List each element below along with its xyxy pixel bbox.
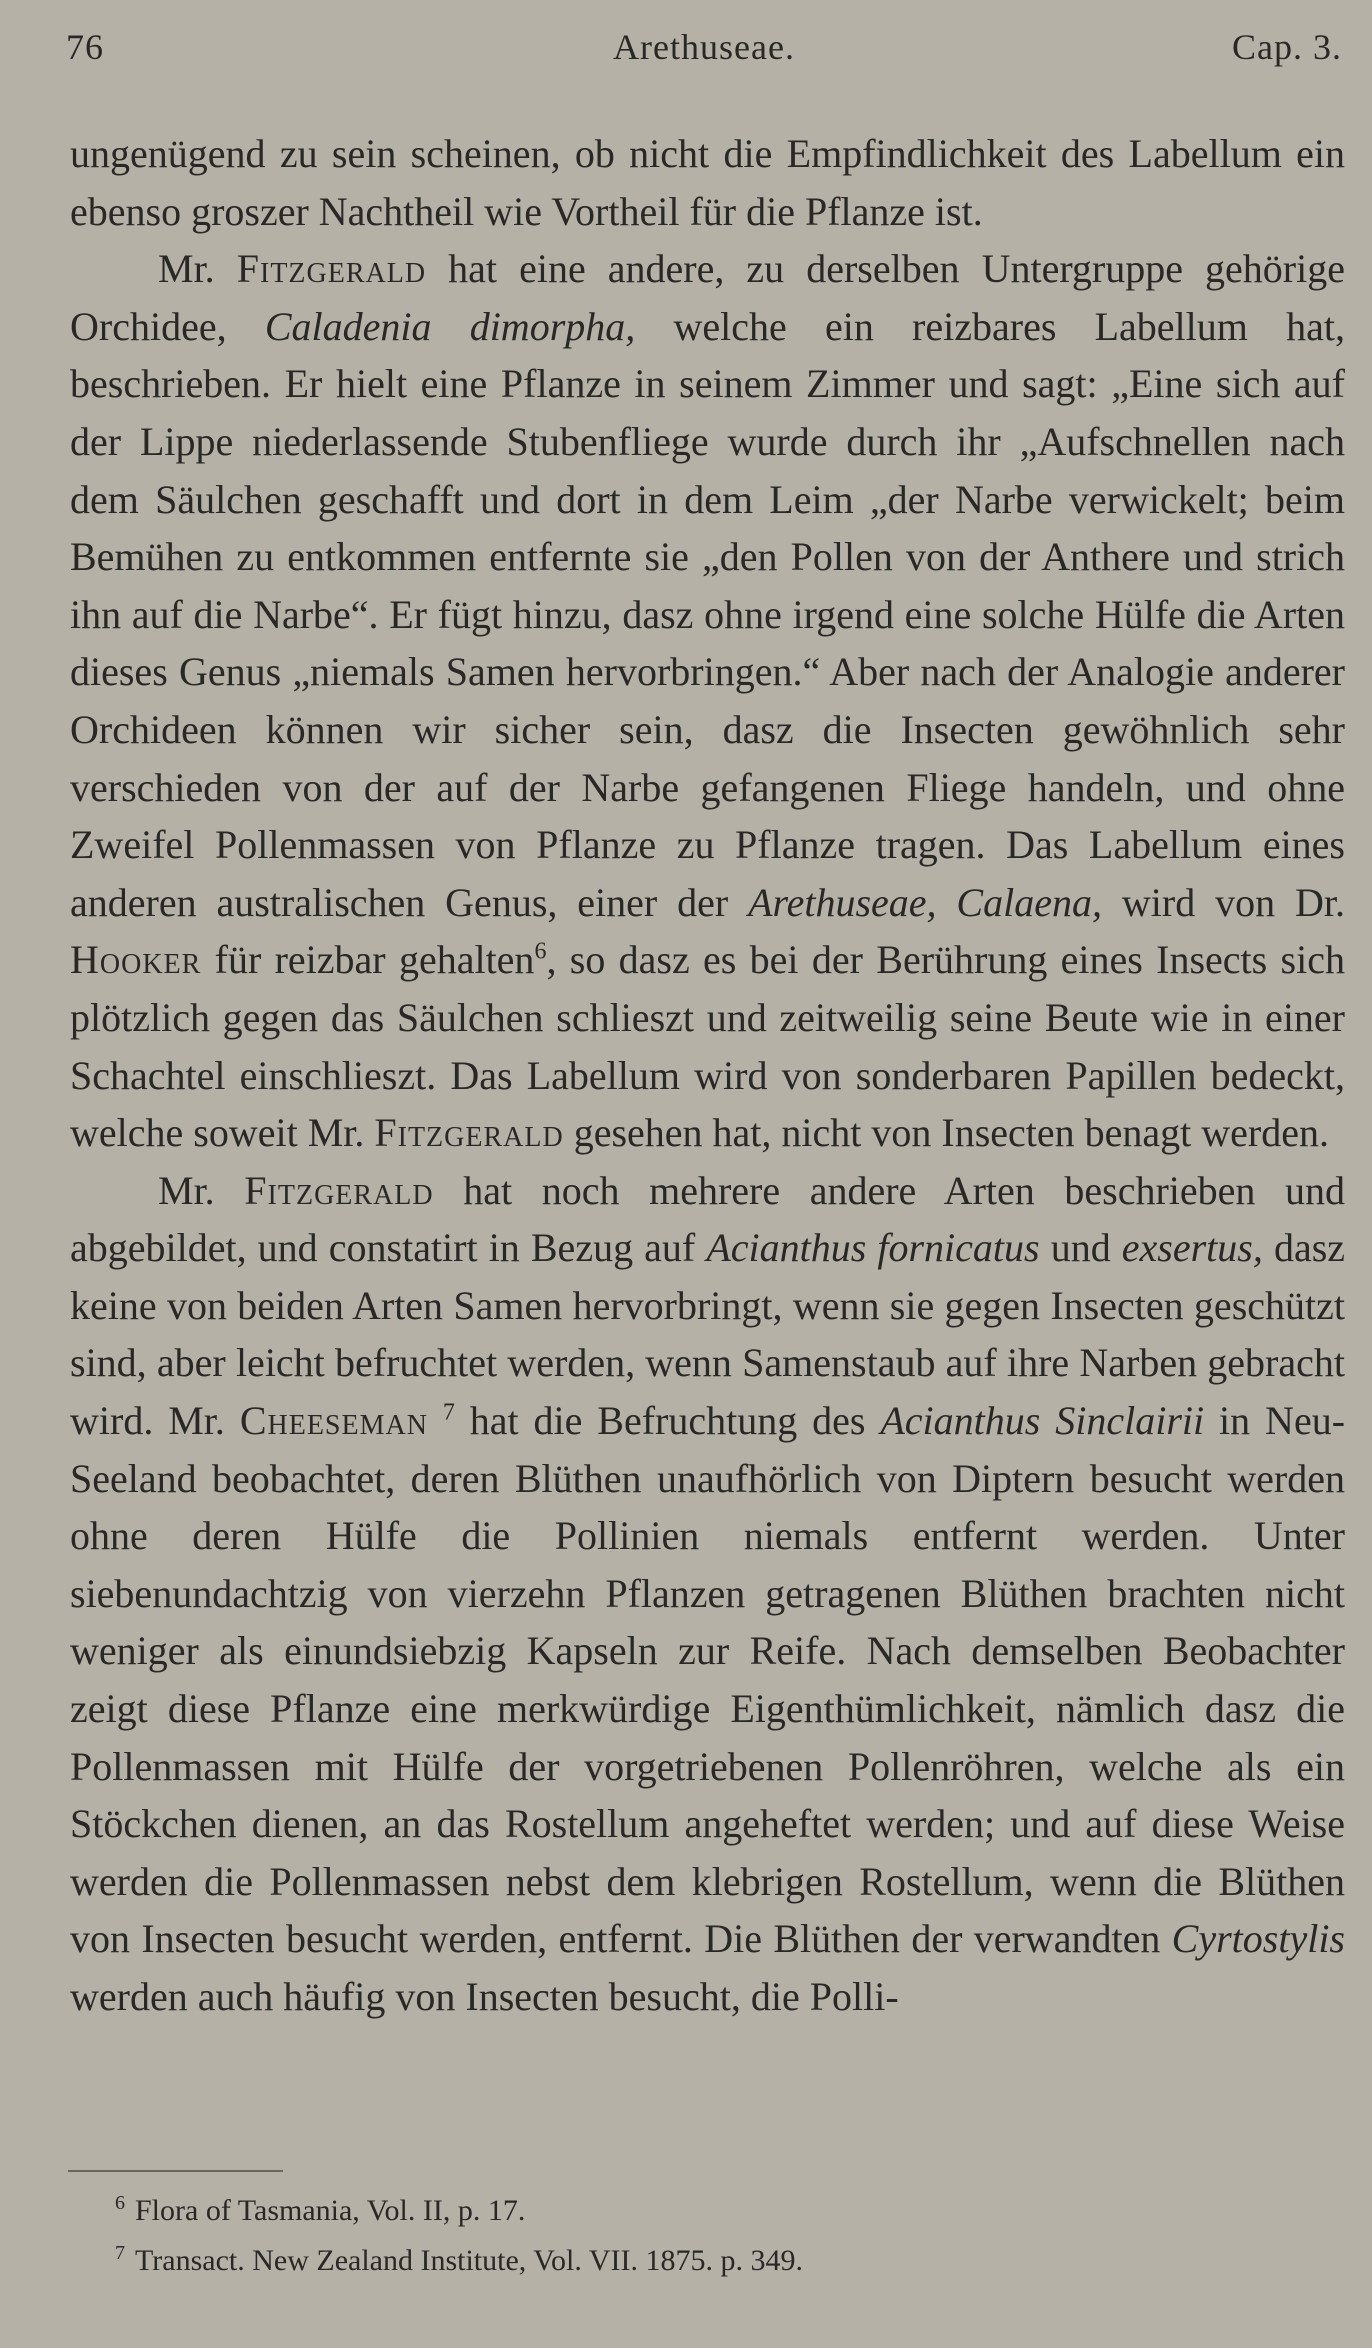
italic-text: Caladenia dimorpha, <box>264 303 636 349</box>
footnote <box>115 2186 1332 2236</box>
author-name: Fitzgerald <box>374 1110 564 1156</box>
text-run: gesehen hat, nicht von Insecten benagt werden. <box>563 1110 1329 1156</box>
footnote-marker: 6 <box>115 2192 125 2214</box>
footnotes <box>115 2186 1332 2286</box>
paragraph <box>70 240 1345 1162</box>
text-run: hat eine andere, zu derselben Untergruppe gehörige Orchidee, <box>70 246 1345 349</box>
text-run: Mr. <box>158 1167 245 1213</box>
paragraph <box>70 125 1345 240</box>
paragraph <box>70 1162 1345 2026</box>
italic-text: Cyrtostylis <box>1171 1916 1345 1962</box>
chapter-label: Cap. 3. <box>1232 27 1342 67</box>
text-run: wird von Dr. <box>1101 879 1345 925</box>
text-run: Mr. <box>158 246 237 292</box>
footnote-divider <box>68 2170 283 2172</box>
author-name: Hooker <box>70 937 202 983</box>
text-run: in Neu-Seeland beobachtet, deren Blüthen unaufhörlich von Diptern besucht werden ohne deren Hülfe die Pollinien niemals entfernt werden. Unter siebenundachtzig von vierzehn Pflanzen getragenen Blüthen brachten nicht weniger als einundsiebzig Kapseln zur Reife. Nach demselben Beobachter zeigt diese Pflanze eine merkwürdige Eigenthümlichkeit, nämlich dasz die Pollenmassen mit Hülfe der vorgetriebenen Pollenröhren, welche als ein Stöckchen dienen, an das Rostellum angeheftet werden; und auf diese Weise werden die Pollenmassen nebst dem klebrigen Rostellum, wenn die Blüthen von Insecten besucht werden, entfernt. Die Blüthen der verwandten <box>70 1398 1346 1962</box>
page-header <box>66 26 1342 86</box>
footnote-marker: 7 <box>115 2242 125 2264</box>
footnote-reference: 7 <box>442 1399 455 1426</box>
italic-text: exsertus, <box>1121 1225 1263 1271</box>
text-run: hat die Befruchtung des <box>454 1398 881 1444</box>
italic-text: Acianthus Sinclairii <box>880 1398 1205 1444</box>
text-run: welche ein reizbares Labellum hat, beschrieben. Er hielt eine Pflanze in seinem Zimmer und sagt: „Eine sich auf der Lippe niederlassende Stubenfliege wurde durch ihr „Aufschnellen nach dem Säulchen geschafft und dort in dem Leim „der Narbe verwickelt; beim Bemühen zu entkommen entfernte sie „den Pollen von der Anthere und strich ihn auf die Narbe“. Er fügt hinzu, dasz ohne irgend eine solche Hülfe die Arten dieses Genus „niemals Samen hervorbringen.“ Aber nach der Analogie anderer Orchideen können wir sicher sein, dasz die Insecten gewöhnlich sehr verschieden von der auf der Narbe gefangenen Fliege handeln, und ohne Zweifel Pollenmassen von Pflanze zu Pflanze tragen. Das Labellum eines anderen australischen Genus, einer der <box>70 303 1345 925</box>
page-number: 76 <box>66 27 104 67</box>
text-run: , so dasz es bei der Berührung eines Insects sich plötzlich gegen das Säulchen schlieszt und zeitweilig seine Beute wie in einer Schachtel einschlieszt. Das Labellum wird von sonderbaren Papillen bedeckt, welche soweit Mr. <box>70 937 1345 1156</box>
author-name: Fitzgerald <box>236 246 427 292</box>
footnote-text: Flora of Tasmania, Vol. II, p. 17. <box>135 2194 526 2227</box>
text-run: ungenügend zu sein scheinen, ob nicht die Empfindlichkeit des Labellum ein ebenso groszer Nachtheil wie Vortheil für die Pflanze ist. <box>70 131 1345 234</box>
text-run: werden auch häufig von Insecten besucht, die Polli- <box>70 1974 899 2019</box>
text-run: hat noch mehrere andere Arten beschrieben und abgebildet, und constatirt in Bezug auf <box>70 1167 1345 1271</box>
footnote-reference: 6 <box>534 938 547 965</box>
body-text <box>70 125 1345 2026</box>
italic-text: Arethuseae, Calaena, <box>748 879 1102 925</box>
text-run: dasz keine von beiden Arten Samen hervorbringt, wenn sie gegen Insecten geschützt sind, aber leicht befruchtet werden, wenn Samenstaub auf ihre Narben gebracht wird. Mr. <box>70 1225 1346 1444</box>
footnote-text: Transact. New Zealand Institute, Vol. VII. 1875. p. 349. <box>135 2244 803 2277</box>
footnote <box>115 2236 1332 2286</box>
text-run: für reizbar gehalten <box>201 937 535 983</box>
text-run: und <box>1039 1225 1122 1271</box>
author-name: Cheeseman <box>239 1398 428 1444</box>
running-title: Arethuseae. <box>613 27 795 67</box>
italic-text: Acianthus fornicatus <box>706 1225 1040 1271</box>
author-name: Fitzgerald <box>244 1167 434 1213</box>
text-run <box>428 1398 443 1443</box>
